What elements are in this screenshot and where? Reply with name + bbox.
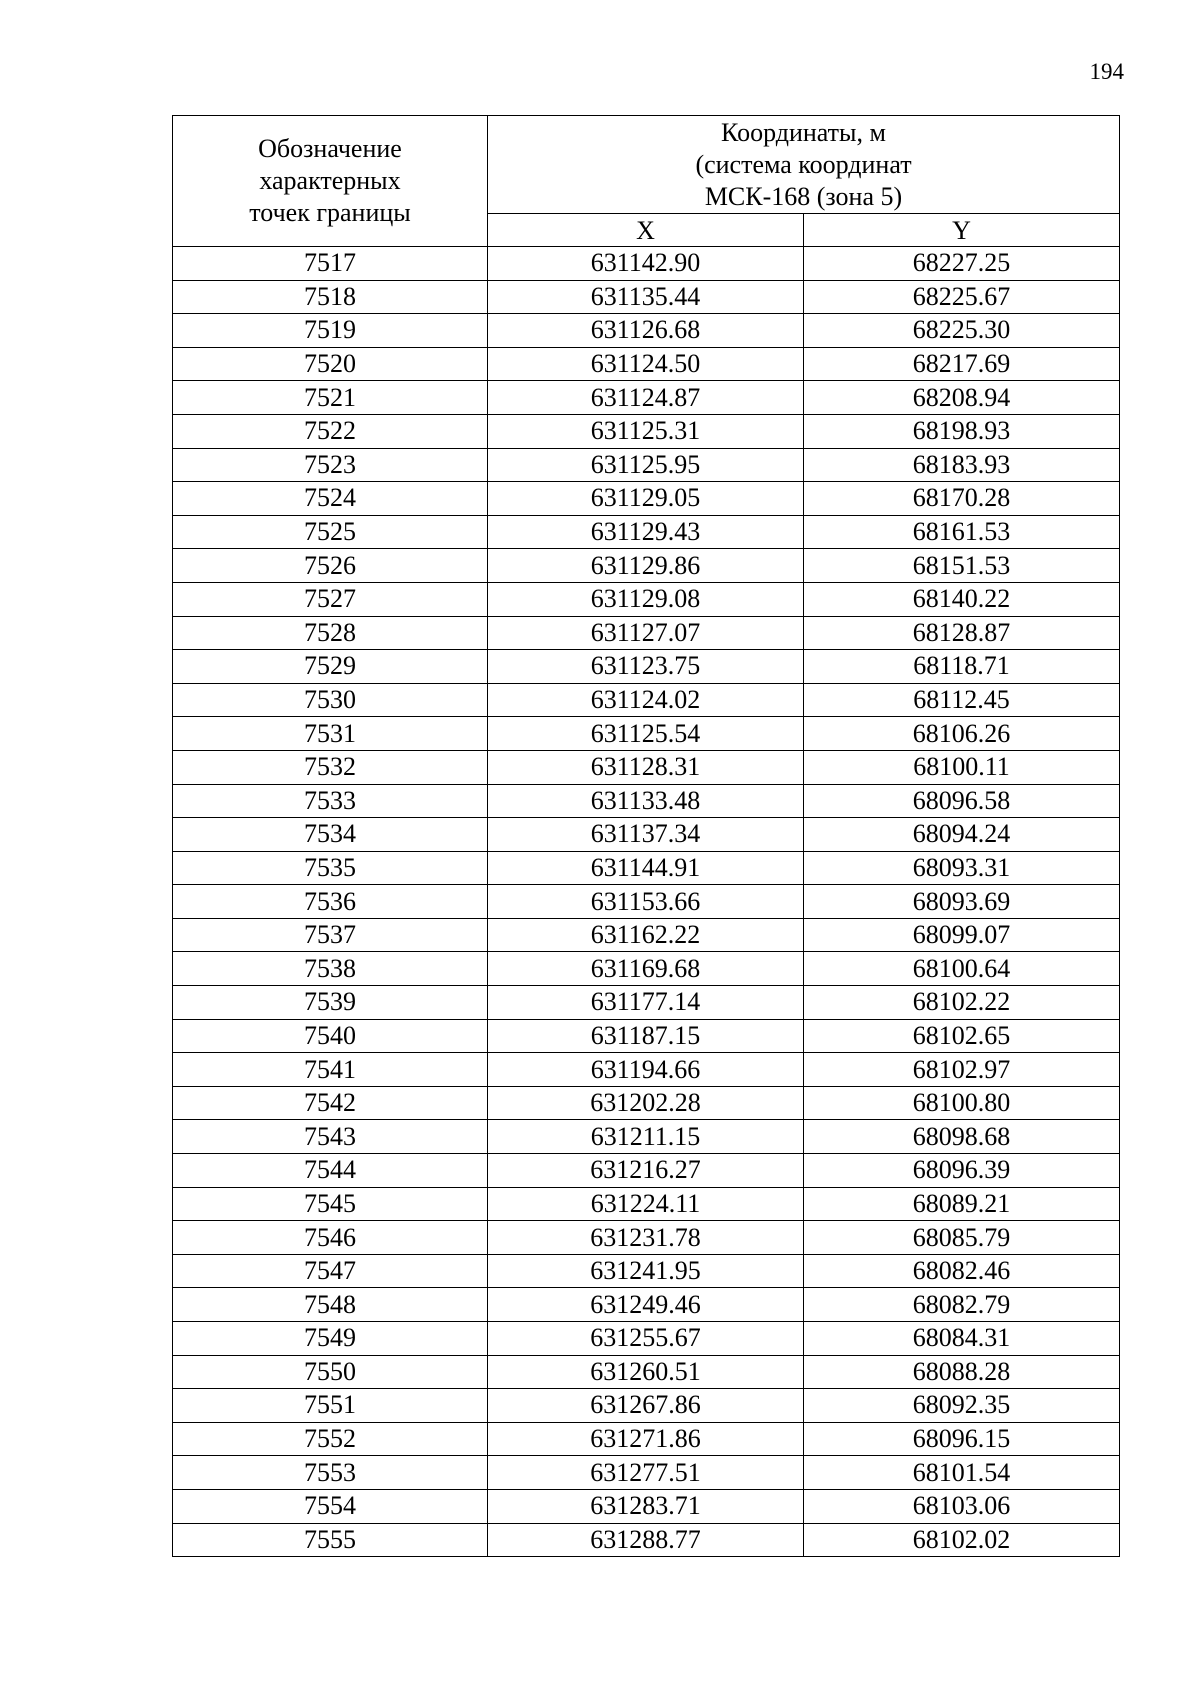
table-row [173,683,1120,717]
cell-point: 7521 [173,381,488,415]
cell-y: 68102.65 [804,1019,1120,1053]
cell-x: 631137.34 [488,818,804,852]
cell-y: 68217.69 [804,347,1120,381]
cell-y: 68100.64 [804,952,1120,986]
cell-point: 7531 [173,717,488,751]
cell-y: 68151.53 [804,549,1120,583]
cell-y: 68140.22 [804,582,1120,616]
cell-point: 7544 [173,1154,488,1188]
cell-point: 7541 [173,1053,488,1087]
table-row [173,247,1120,281]
cell-y: 68100.80 [804,1086,1120,1120]
cell-y: 68161.53 [804,515,1120,549]
table-row [173,1523,1120,1557]
cell-x: 631224.11 [488,1187,804,1221]
table-row [173,1355,1120,1389]
cell-point: 7547 [173,1254,488,1288]
header-y: Y [804,214,1120,247]
table-row [173,347,1120,381]
cell-x: 631231.78 [488,1221,804,1255]
cell-y: 68096.15 [804,1422,1120,1456]
cell-x: 631129.05 [488,482,804,516]
cell-point: 7549 [173,1322,488,1356]
cell-point: 7534 [173,818,488,852]
cell-point: 7537 [173,918,488,952]
cell-point: 7528 [173,616,488,650]
cell-point: 7525 [173,515,488,549]
cell-point: 7533 [173,784,488,818]
cell-y: 68102.97 [804,1053,1120,1087]
cell-y: 68198.93 [804,414,1120,448]
cell-point: 7522 [173,414,488,448]
table-row [173,986,1120,1020]
cell-point: 7550 [173,1355,488,1389]
cell-x: 631267.86 [488,1389,804,1423]
cell-point: 7517 [173,247,488,281]
table-row [173,750,1120,784]
cell-point: 7518 [173,280,488,314]
cell-y: 68101.54 [804,1456,1120,1490]
cell-point: 7536 [173,885,488,919]
cell-x: 631129.43 [488,515,804,549]
table-row [173,1154,1120,1188]
cell-point: 7540 [173,1019,488,1053]
cell-y: 68103.06 [804,1489,1120,1523]
cell-point: 7530 [173,683,488,717]
cell-y: 68112.45 [804,683,1120,717]
table-row [173,381,1120,415]
cell-point: 7524 [173,482,488,516]
cell-y: 68088.28 [804,1355,1120,1389]
table-row [173,582,1120,616]
cell-x: 631123.75 [488,650,804,684]
table-row [173,818,1120,852]
cell-point: 7554 [173,1489,488,1523]
cell-y: 68099.07 [804,918,1120,952]
table-row [173,1053,1120,1087]
cell-x: 631277.51 [488,1456,804,1490]
table-row [173,1120,1120,1154]
table-header [173,116,1120,247]
table-row [173,952,1120,986]
table-row [173,650,1120,684]
cell-x: 631124.50 [488,347,804,381]
cell-x: 631125.31 [488,414,804,448]
cell-x: 631144.91 [488,851,804,885]
header-x: X [488,214,804,247]
cell-x: 631125.54 [488,717,804,751]
cell-x: 631135.44 [488,280,804,314]
table-body [173,247,1120,1557]
cell-x: 631129.86 [488,549,804,583]
coordinates-table [172,115,1120,1557]
table-row [173,1086,1120,1120]
cell-y: 68096.58 [804,784,1120,818]
table-row [173,280,1120,314]
cell-x: 631283.71 [488,1489,804,1523]
cell-x: 631288.77 [488,1523,804,1557]
cell-point: 7520 [173,347,488,381]
table-row [173,1187,1120,1221]
cell-y: 68225.30 [804,314,1120,348]
cell-x: 631211.15 [488,1120,804,1154]
cell-y: 68102.02 [804,1523,1120,1557]
table-row [173,1422,1120,1456]
cell-x: 631177.14 [488,986,804,1020]
cell-x: 631124.02 [488,683,804,717]
cell-x: 631153.66 [488,885,804,919]
header-coords-line-3: МСК-168 (зона 5) [704,181,903,211]
cell-x: 631216.27 [488,1154,804,1188]
cell-x: 631249.46 [488,1288,804,1322]
table-row [173,515,1120,549]
cell-point: 7535 [173,851,488,885]
cell-point: 7548 [173,1288,488,1322]
cell-x: 631162.22 [488,918,804,952]
table-row [173,717,1120,751]
table-row [173,1389,1120,1423]
cell-point: 7532 [173,750,488,784]
header-coords-line-1: Координаты, м [721,117,886,147]
table-row [173,1288,1120,1322]
cell-y: 68227.25 [804,247,1120,281]
cell-x: 631124.87 [488,381,804,415]
cell-y: 68106.26 [804,717,1120,751]
cell-y: 68208.94 [804,381,1120,415]
table-row [173,549,1120,583]
cell-y: 68089.21 [804,1187,1120,1221]
cell-point: 7526 [173,549,488,583]
cell-x: 631194.66 [488,1053,804,1087]
cell-y: 68183.93 [804,448,1120,482]
cell-x: 631255.67 [488,1322,804,1356]
cell-y: 68098.68 [804,1120,1120,1154]
cell-y: 68100.11 [804,750,1120,784]
cell-x: 631241.95 [488,1254,804,1288]
cell-point: 7553 [173,1456,488,1490]
cell-point: 7543 [173,1120,488,1154]
cell-y: 68093.31 [804,851,1120,885]
table-row [173,1456,1120,1490]
cell-point: 7519 [173,314,488,348]
cell-point: 7529 [173,650,488,684]
table-row [173,1254,1120,1288]
cell-x: 631187.15 [488,1019,804,1053]
header-coordinates-group [488,116,1120,214]
table-row [173,885,1120,919]
table-row [173,1489,1120,1523]
cell-point: 7545 [173,1187,488,1221]
header-point-line-1: Обозначение [258,134,402,163]
header-coords-line-2: (система координат [695,149,912,179]
cell-x: 631125.95 [488,448,804,482]
cell-point: 7539 [173,986,488,1020]
table-row [173,314,1120,348]
cell-point: 7542 [173,1086,488,1120]
cell-x: 631133.48 [488,784,804,818]
header-point-designation [173,116,488,247]
cell-x: 631128.31 [488,750,804,784]
cell-y: 68093.69 [804,885,1120,919]
cell-y: 68102.22 [804,986,1120,1020]
cell-y: 68170.28 [804,482,1120,516]
cell-point: 7555 [173,1523,488,1557]
table-row [173,1221,1120,1255]
table-row [173,851,1120,885]
cell-y: 68082.46 [804,1254,1120,1288]
table-row [173,784,1120,818]
cell-x: 631129.08 [488,582,804,616]
header-point-line-2: характерных [259,166,401,195]
cell-x: 631260.51 [488,1355,804,1389]
cell-point: 7527 [173,582,488,616]
header-point-line-3: точек границы [249,198,411,227]
cell-y: 68092.35 [804,1389,1120,1423]
cell-point: 7523 [173,448,488,482]
table-row [173,616,1120,650]
cell-point: 7551 [173,1389,488,1423]
cell-point: 7546 [173,1221,488,1255]
page-number: 194 [1089,59,1124,84]
cell-x: 631169.68 [488,952,804,986]
table-row [173,918,1120,952]
table-row [173,448,1120,482]
cell-y: 68128.87 [804,616,1120,650]
table-row [173,1019,1120,1053]
cell-y: 68082.79 [804,1288,1120,1322]
cell-y: 68084.31 [804,1322,1120,1356]
cell-x: 631271.86 [488,1422,804,1456]
cell-point: 7552 [173,1422,488,1456]
table-row [173,414,1120,448]
table-row [173,1322,1120,1356]
cell-x: 631126.68 [488,314,804,348]
cell-y: 68118.71 [804,650,1120,684]
cell-y: 68094.24 [804,818,1120,852]
cell-y: 68225.67 [804,280,1120,314]
table-row [173,482,1120,516]
cell-point: 7538 [173,952,488,986]
cell-y: 68085.79 [804,1221,1120,1255]
cell-x: 631142.90 [488,247,804,281]
cell-y: 68096.39 [804,1154,1120,1188]
cell-x: 631202.28 [488,1086,804,1120]
cell-x: 631127.07 [488,616,804,650]
